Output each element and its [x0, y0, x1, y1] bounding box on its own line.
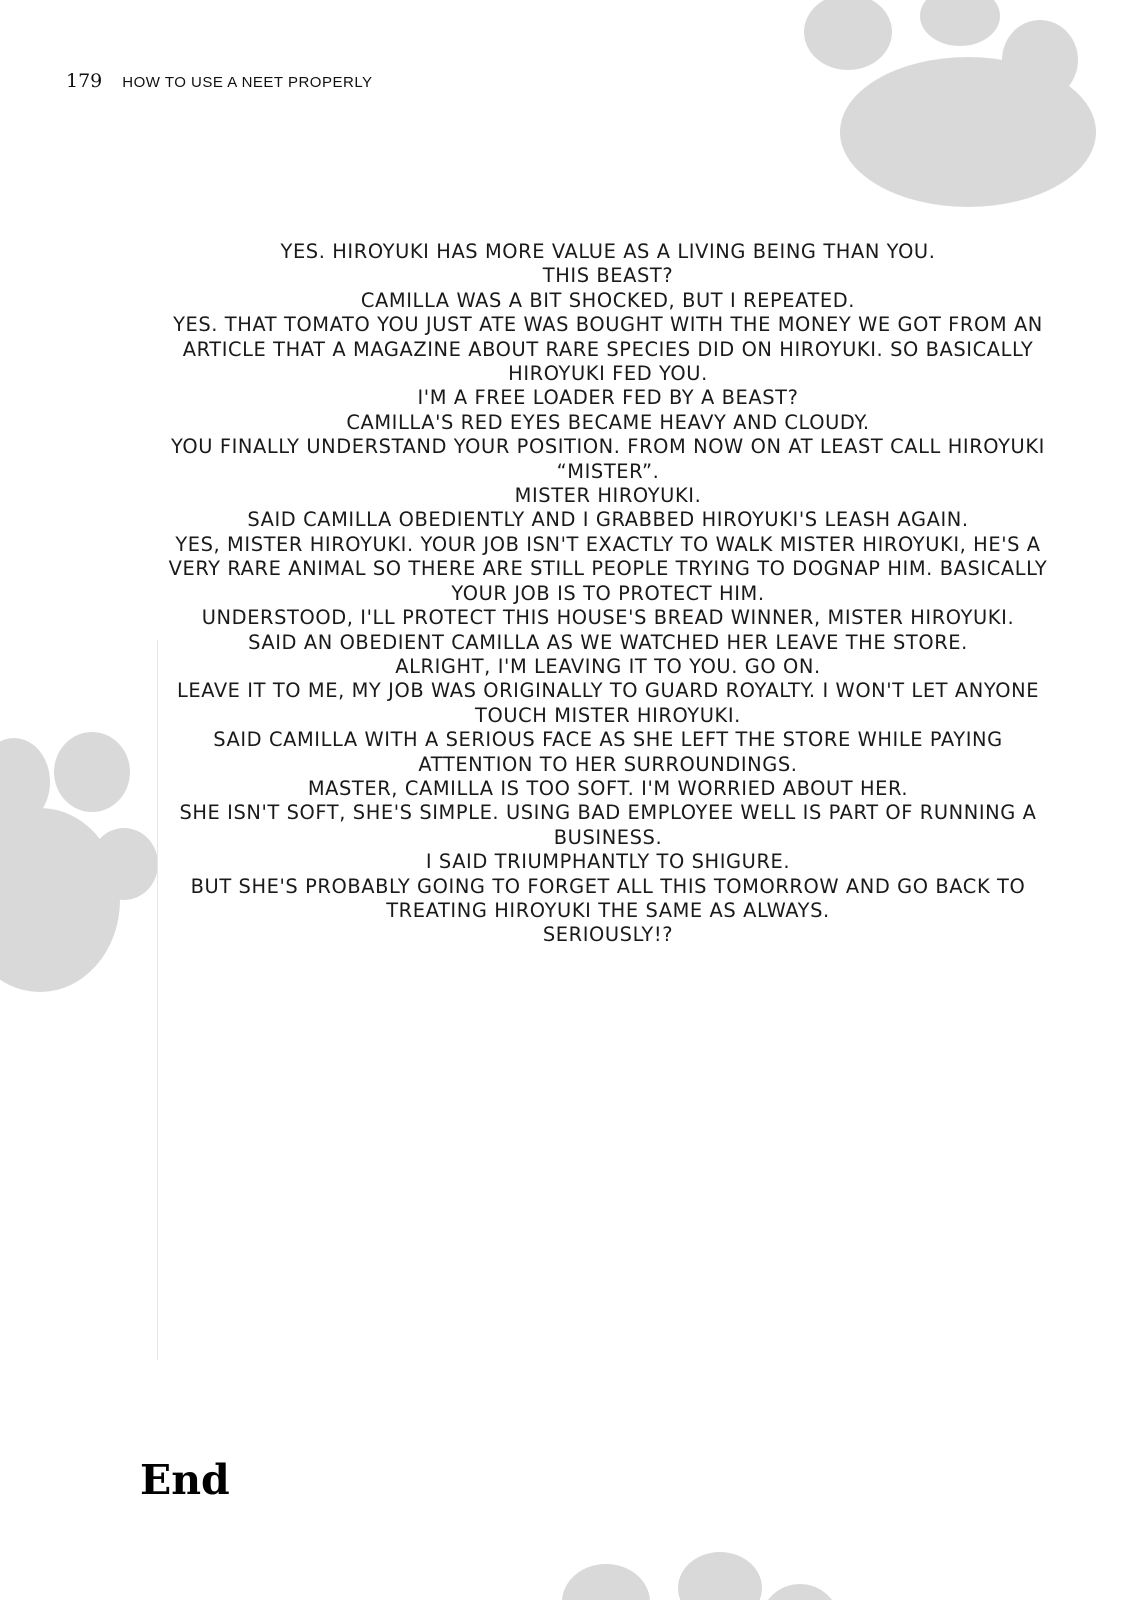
end-label: End: [140, 1456, 230, 1504]
story-paragraph: MASTER, CAMILLA IS TOO SOFT. I'M WORRIED ABOUT HER.: [307, 776, 909, 800]
story-paragraph: I'M A FREE LOADER FED BY A BEAST?: [417, 386, 799, 410]
paw-print-icon: [562, 1552, 840, 1600]
story-text: [168, 240, 1048, 948]
story-paragraph: SAID AN OBEDIENT CAMILLA AS WE WATCHED HER LEAVE THE STORE.: [248, 630, 968, 654]
story-paragraph: I SAID TRIUMPHANTLY TO SHIGURE.: [425, 850, 791, 874]
page-number: 179: [66, 70, 103, 92]
story-paragraph: SAID CAMILLA OBEDIENTLY AND I GRABBED HIROYUKI'S LEASH AGAIN.: [247, 508, 969, 532]
paw-print-icon: [804, 0, 1096, 207]
running-title: HOW TO USE A NEET PROPERLY: [122, 74, 373, 91]
story-paragraph: THIS BEAST?: [542, 264, 674, 288]
story-paragraph: UNDERSTOOD, I'LL PROTECT THIS HOUSE'S BREAD WINNER, MISTER HIROYUKI.: [201, 606, 1015, 630]
story-paragraph: YES. THAT TOMATO YOU JUST ATE WAS BOUGHT WITH THE MONEY WE GOT FROM AN ARTICLE THAT A MAGAZINE ABOUT RARE SPECIES DID ON HIROYUKI. SO BASICALLY HIROYUKI FED YOU.: [173, 313, 1043, 386]
story-paragraph: BUT SHE'S PROBABLY GOING TO FORGET ALL THIS TOMORROW AND GO BACK TO TREATING HIROYUKI THE SAME AS ALWAYS.: [190, 874, 1026, 922]
paw-print-icon: [0, 732, 158, 992]
story-paragraph: CAMILLA'S RED EYES BECAME HEAVY AND CLOUDY.: [346, 410, 870, 434]
story-paragraph: ALRIGHT, I'M LEAVING IT TO YOU. GO ON.: [395, 654, 821, 678]
page-header: [66, 70, 373, 92]
story-paragraph: MISTER HIROYUKI.: [514, 484, 702, 508]
story-paragraph: CAMILLA WAS A BIT SHOCKED, BUT I REPEATED.: [360, 288, 856, 312]
story-paragraph: YES, MISTER HIROYUKI. YOUR JOB ISN'T EXACTLY TO WALK MISTER HIROYUKI, HE'S A VERY RARE ANIMAL SO THERE ARE STILL PEOPLE TRYING TO DOGNAP HIM. BASICALLY YOUR JOB IS TO PROTECT HIM.: [168, 532, 1048, 605]
story-paragraph: SERIOUSLY!?: [542, 923, 674, 947]
page-gutter-line: [157, 640, 158, 1360]
story-paragraph: YES. HIROYUKI HAS MORE VALUE AS A LIVING BEING THAN YOU.: [280, 240, 936, 263]
story-paragraph: SHE ISN'T SOFT, SHE'S SIMPLE. USING BAD EMPLOYEE WELL IS PART OF RUNNING A BUSINESS.: [179, 801, 1037, 849]
story-paragraph: SAID CAMILLA WITH A SERIOUS FACE AS SHE LEFT THE STORE WHILE PAYING ATTENTION TO HER SURROUNDINGS.: [213, 728, 1003, 776]
story-paragraph: YOU FINALLY UNDERSTAND YOUR POSITION. FROM NOW ON AT LEAST CALL HIROYUKI “MISTER”.: [171, 435, 1045, 483]
story-paragraph: LEAVE IT TO ME, MY JOB WAS ORIGINALLY TO GUARD ROYALTY. I WON'T LET ANYONE TOUCH MISTER HIROYUKI.: [176, 679, 1040, 727]
